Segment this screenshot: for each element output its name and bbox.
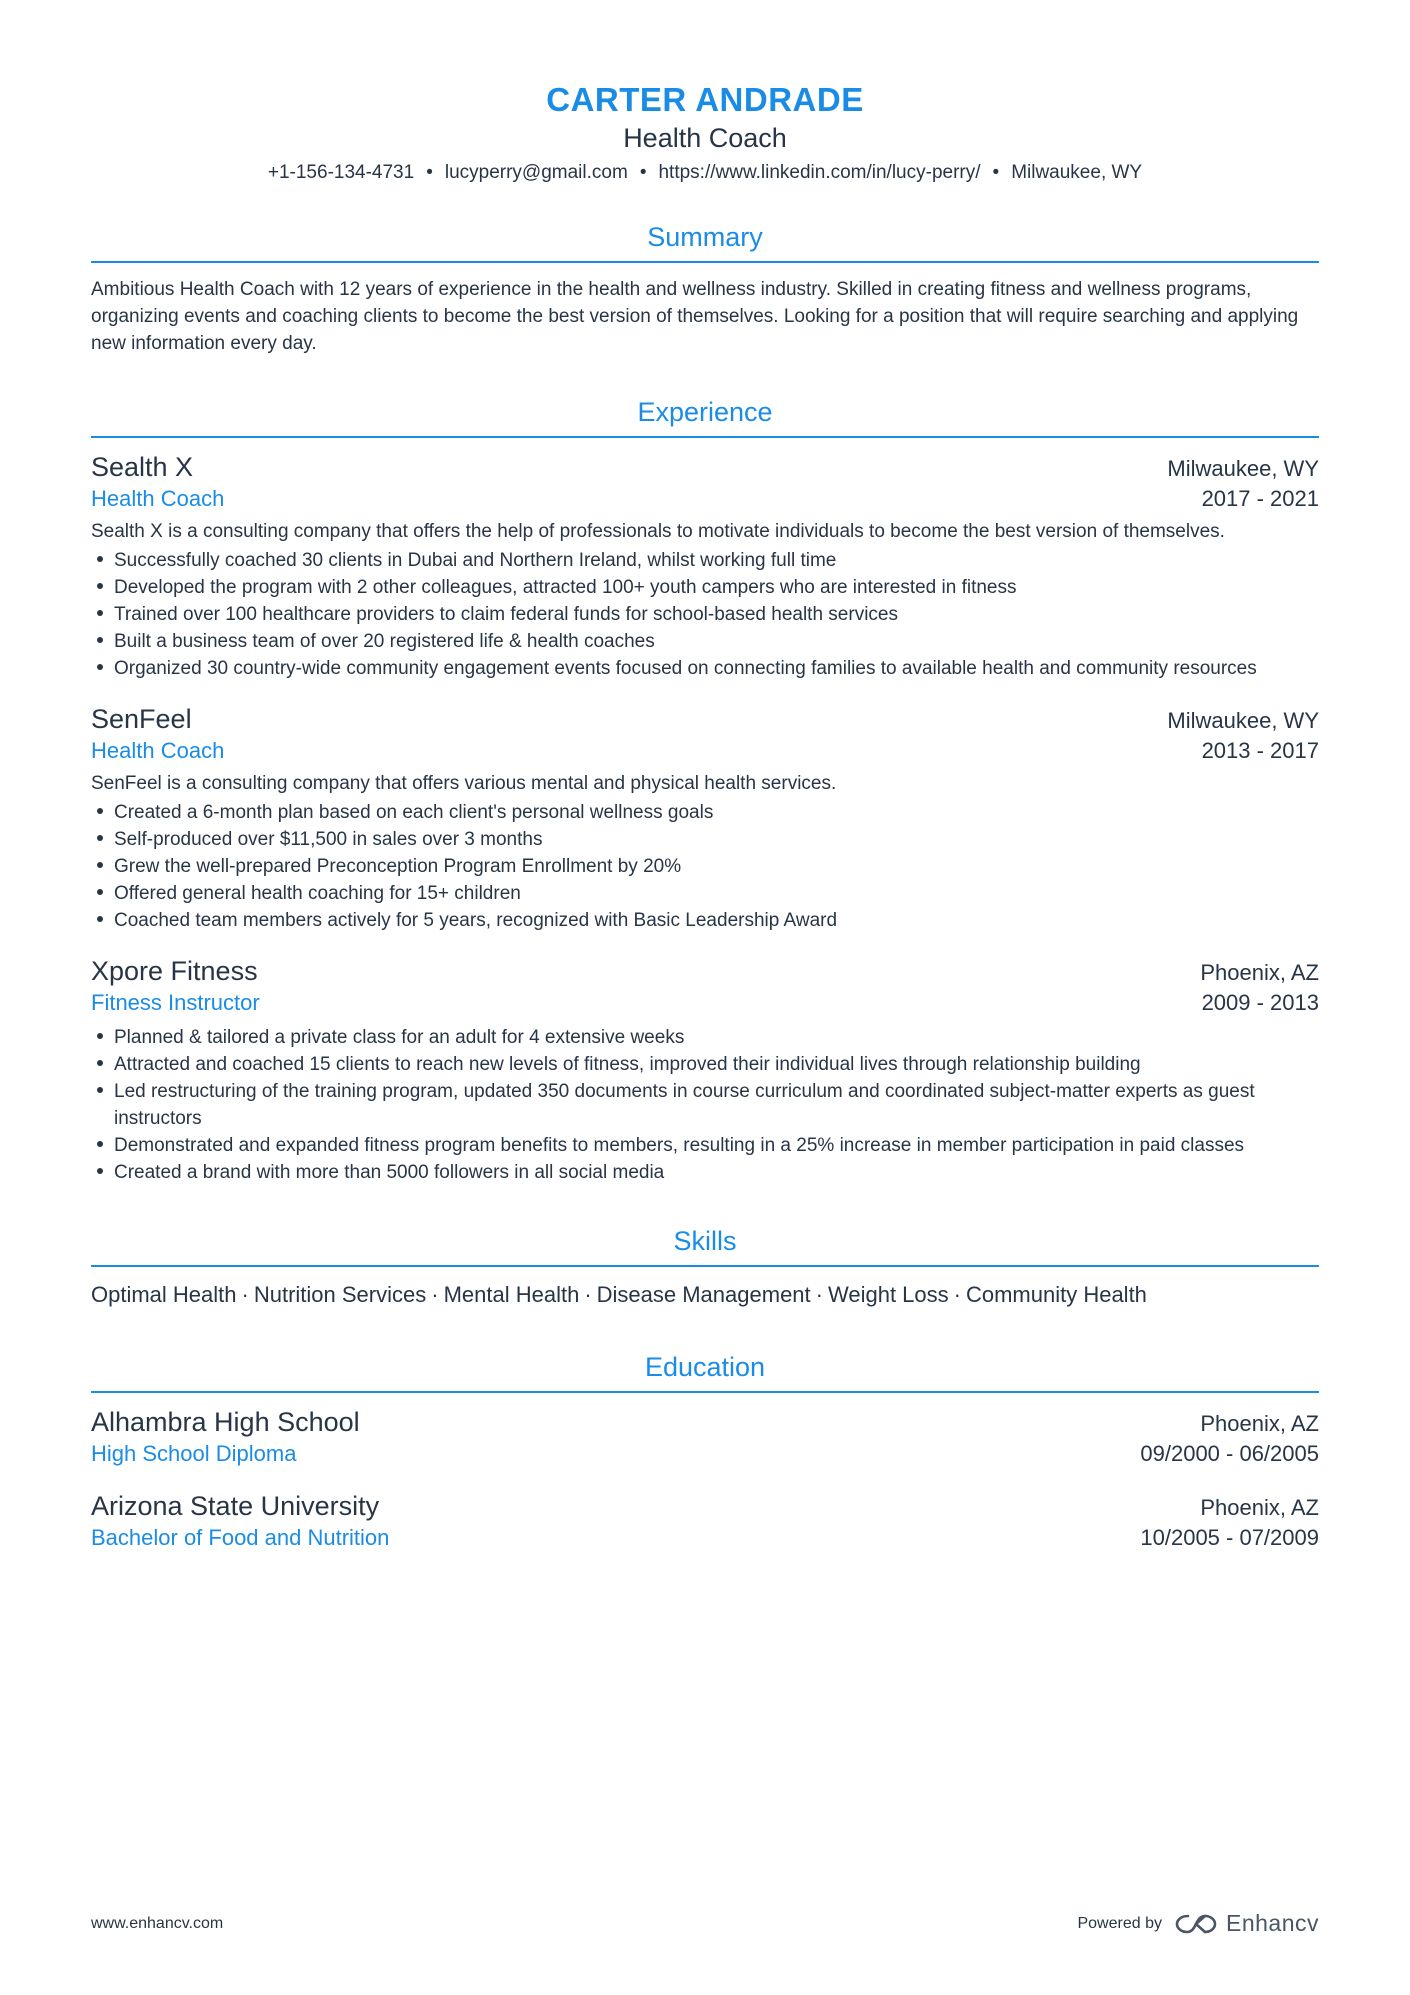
powered-by [1077, 1910, 1319, 1937]
education-dates: 10/2005 - 07/2009 [1140, 1525, 1319, 1550]
achievement-item: Created a brand with more than 5000 followers in all social media [91, 1159, 1319, 1186]
experience-entry [91, 954, 1319, 1186]
school-name: Arizona State University [91, 1491, 380, 1521]
company-description: SenFeel is a consulting company that offers various mental and physical health services. [91, 773, 837, 794]
achievement-item: Planned & tailored a private class for an adult for 4 extensive weeks [91, 1024, 1319, 1051]
achievement-list [91, 799, 1319, 934]
job-role: Health Coach [91, 738, 225, 763]
skill-item: Optimal Health [91, 1282, 237, 1307]
separator-bullet: • [992, 162, 1000, 183]
school-location: Phoenix, AZ [1200, 1495, 1319, 1520]
linkedin-link[interactable]: https://www.linkedin.com/in/lucy-perry/ [658, 162, 981, 183]
job-location: Milwaukee, WY [1167, 456, 1319, 481]
experience-section [91, 395, 1319, 1186]
achievement-item: Led restructuring of the training program, updated 350 documents in course curriculum and coordinated subject-matter experts as guest instructors [91, 1078, 1319, 1132]
experience-entry [91, 702, 1319, 934]
achievement-item: Successfully coached 30 clients in Dubai and Northern Ireland, whilst working full time [91, 547, 1319, 574]
skills-section [91, 1224, 1319, 1310]
website-link[interactable]: www.enhancv.com [91, 1914, 224, 1932]
candidate-name: CARTER ANDRADE [546, 81, 864, 118]
company-description: Sealth X is a consulting company that offers the help of professionals to motivate individuals to become the best version of themselves. [91, 521, 1225, 542]
section-title-summary: Summary [91, 220, 1319, 263]
experience-entry [91, 450, 1319, 682]
skill-item: Weight Loss [827, 1282, 949, 1307]
skills-list [91, 1280, 1319, 1310]
company-name: Xpore Fitness [91, 956, 258, 986]
education-entry [91, 1489, 1319, 1553]
job-location: Milwaukee, WY [1167, 708, 1319, 733]
page-footer [91, 1910, 1319, 1937]
achievement-item: Offered general health coaching for 15+ children [91, 880, 1319, 907]
achievement-list [91, 1024, 1319, 1186]
school-name: Alhambra High School [91, 1407, 360, 1437]
skill-separator: · [584, 1282, 592, 1307]
brand-logo[interactable] [1174, 1910, 1319, 1937]
summary-section [91, 220, 1319, 357]
achievement-item: Created a 6-month plan based on each client's personal wellness goals [91, 799, 1319, 826]
achievement-item: Grew the well-prepared Preconception Program Enrollment by 20% [91, 853, 1319, 880]
achievement-item: Trained over 100 healthcare providers to claim federal funds for school-based health services [91, 601, 1319, 628]
job-dates: 2009 - 2013 [1201, 990, 1319, 1015]
section-title-education: Education [91, 1350, 1319, 1393]
education-section [91, 1350, 1319, 1553]
achievement-item: Coached team members actively for 5 years, recognized with Basic Leadership Award [91, 907, 1319, 934]
powered-by-label: Powered by [1077, 1914, 1162, 1932]
achievement-item: Self-produced over $11,500 in sales over 3 months [91, 826, 1319, 853]
separator-bullet: • [426, 162, 433, 183]
company-name: SenFeel [91, 704, 192, 734]
skill-item: Disease Management [596, 1282, 811, 1307]
resume-header [91, 0, 1319, 185]
skill-item: Mental Health [443, 1282, 580, 1307]
achievement-item: Demonstrated and expanded fitness program benefits to members, resulting in a 25% increase in member participation in paid classes [91, 1132, 1319, 1159]
company-name: Sealth X [91, 452, 194, 482]
achievement-list [91, 547, 1319, 682]
skill-separator: · [815, 1282, 823, 1307]
skill-item: Community Health [965, 1282, 1147, 1307]
degree: Bachelor of Food and Nutrition [91, 1525, 390, 1550]
job-role: Health Coach [91, 486, 225, 511]
job-role: Fitness Instructor [91, 990, 260, 1015]
location: Milwaukee, WY [1011, 162, 1143, 183]
skill-item: Nutrition Services [253, 1282, 427, 1307]
enhancv-logo-icon [1174, 1912, 1218, 1936]
education-entry [91, 1405, 1319, 1469]
contact-line [91, 161, 1319, 185]
skill-separator: · [241, 1282, 249, 1307]
email-link[interactable]: lucyperry@gmail.com [444, 162, 628, 183]
job-location: Phoenix, AZ [1200, 960, 1319, 985]
candidate-title: Health Coach [623, 123, 787, 153]
job-dates: 2017 - 2021 [1201, 486, 1319, 511]
brand-name: Enhancv [1225, 1910, 1319, 1936]
section-title-skills: Skills [91, 1224, 1319, 1267]
achievement-item: Organized 30 country-wide community engagement events focused on connecting families to available health and community resources [91, 655, 1319, 682]
phone[interactable]: +1-156-134-4731 [267, 162, 415, 183]
achievement-item: Developed the program with 2 other colleagues, attracted 100+ youth campers who are interested in fitness [91, 574, 1319, 601]
school-location: Phoenix, AZ [1200, 1411, 1319, 1436]
skill-separator: · [431, 1282, 439, 1307]
section-title-experience: Experience [91, 395, 1319, 438]
separator-bullet: • [639, 162, 647, 183]
summary-text: Ambitious Health Coach with 12 years of experience in the health and wellness industry. Skilled in creating fitness and wellness programs, organizing events and coaching clients to become the best version of themselves. Looking for a position that will require searching and applying new information every day. [91, 279, 1299, 354]
job-dates: 2013 - 2017 [1201, 738, 1319, 763]
education-dates: 09/2000 - 06/2005 [1140, 1441, 1319, 1466]
degree: High School Diploma [91, 1441, 297, 1466]
achievement-item: Attracted and coached 15 clients to reach new levels of fitness, improved their individual lives through relationship building [91, 1051, 1319, 1078]
skill-separator: · [953, 1282, 961, 1307]
achievement-item: Built a business team of over 20 registered life & health coaches [91, 628, 1319, 655]
